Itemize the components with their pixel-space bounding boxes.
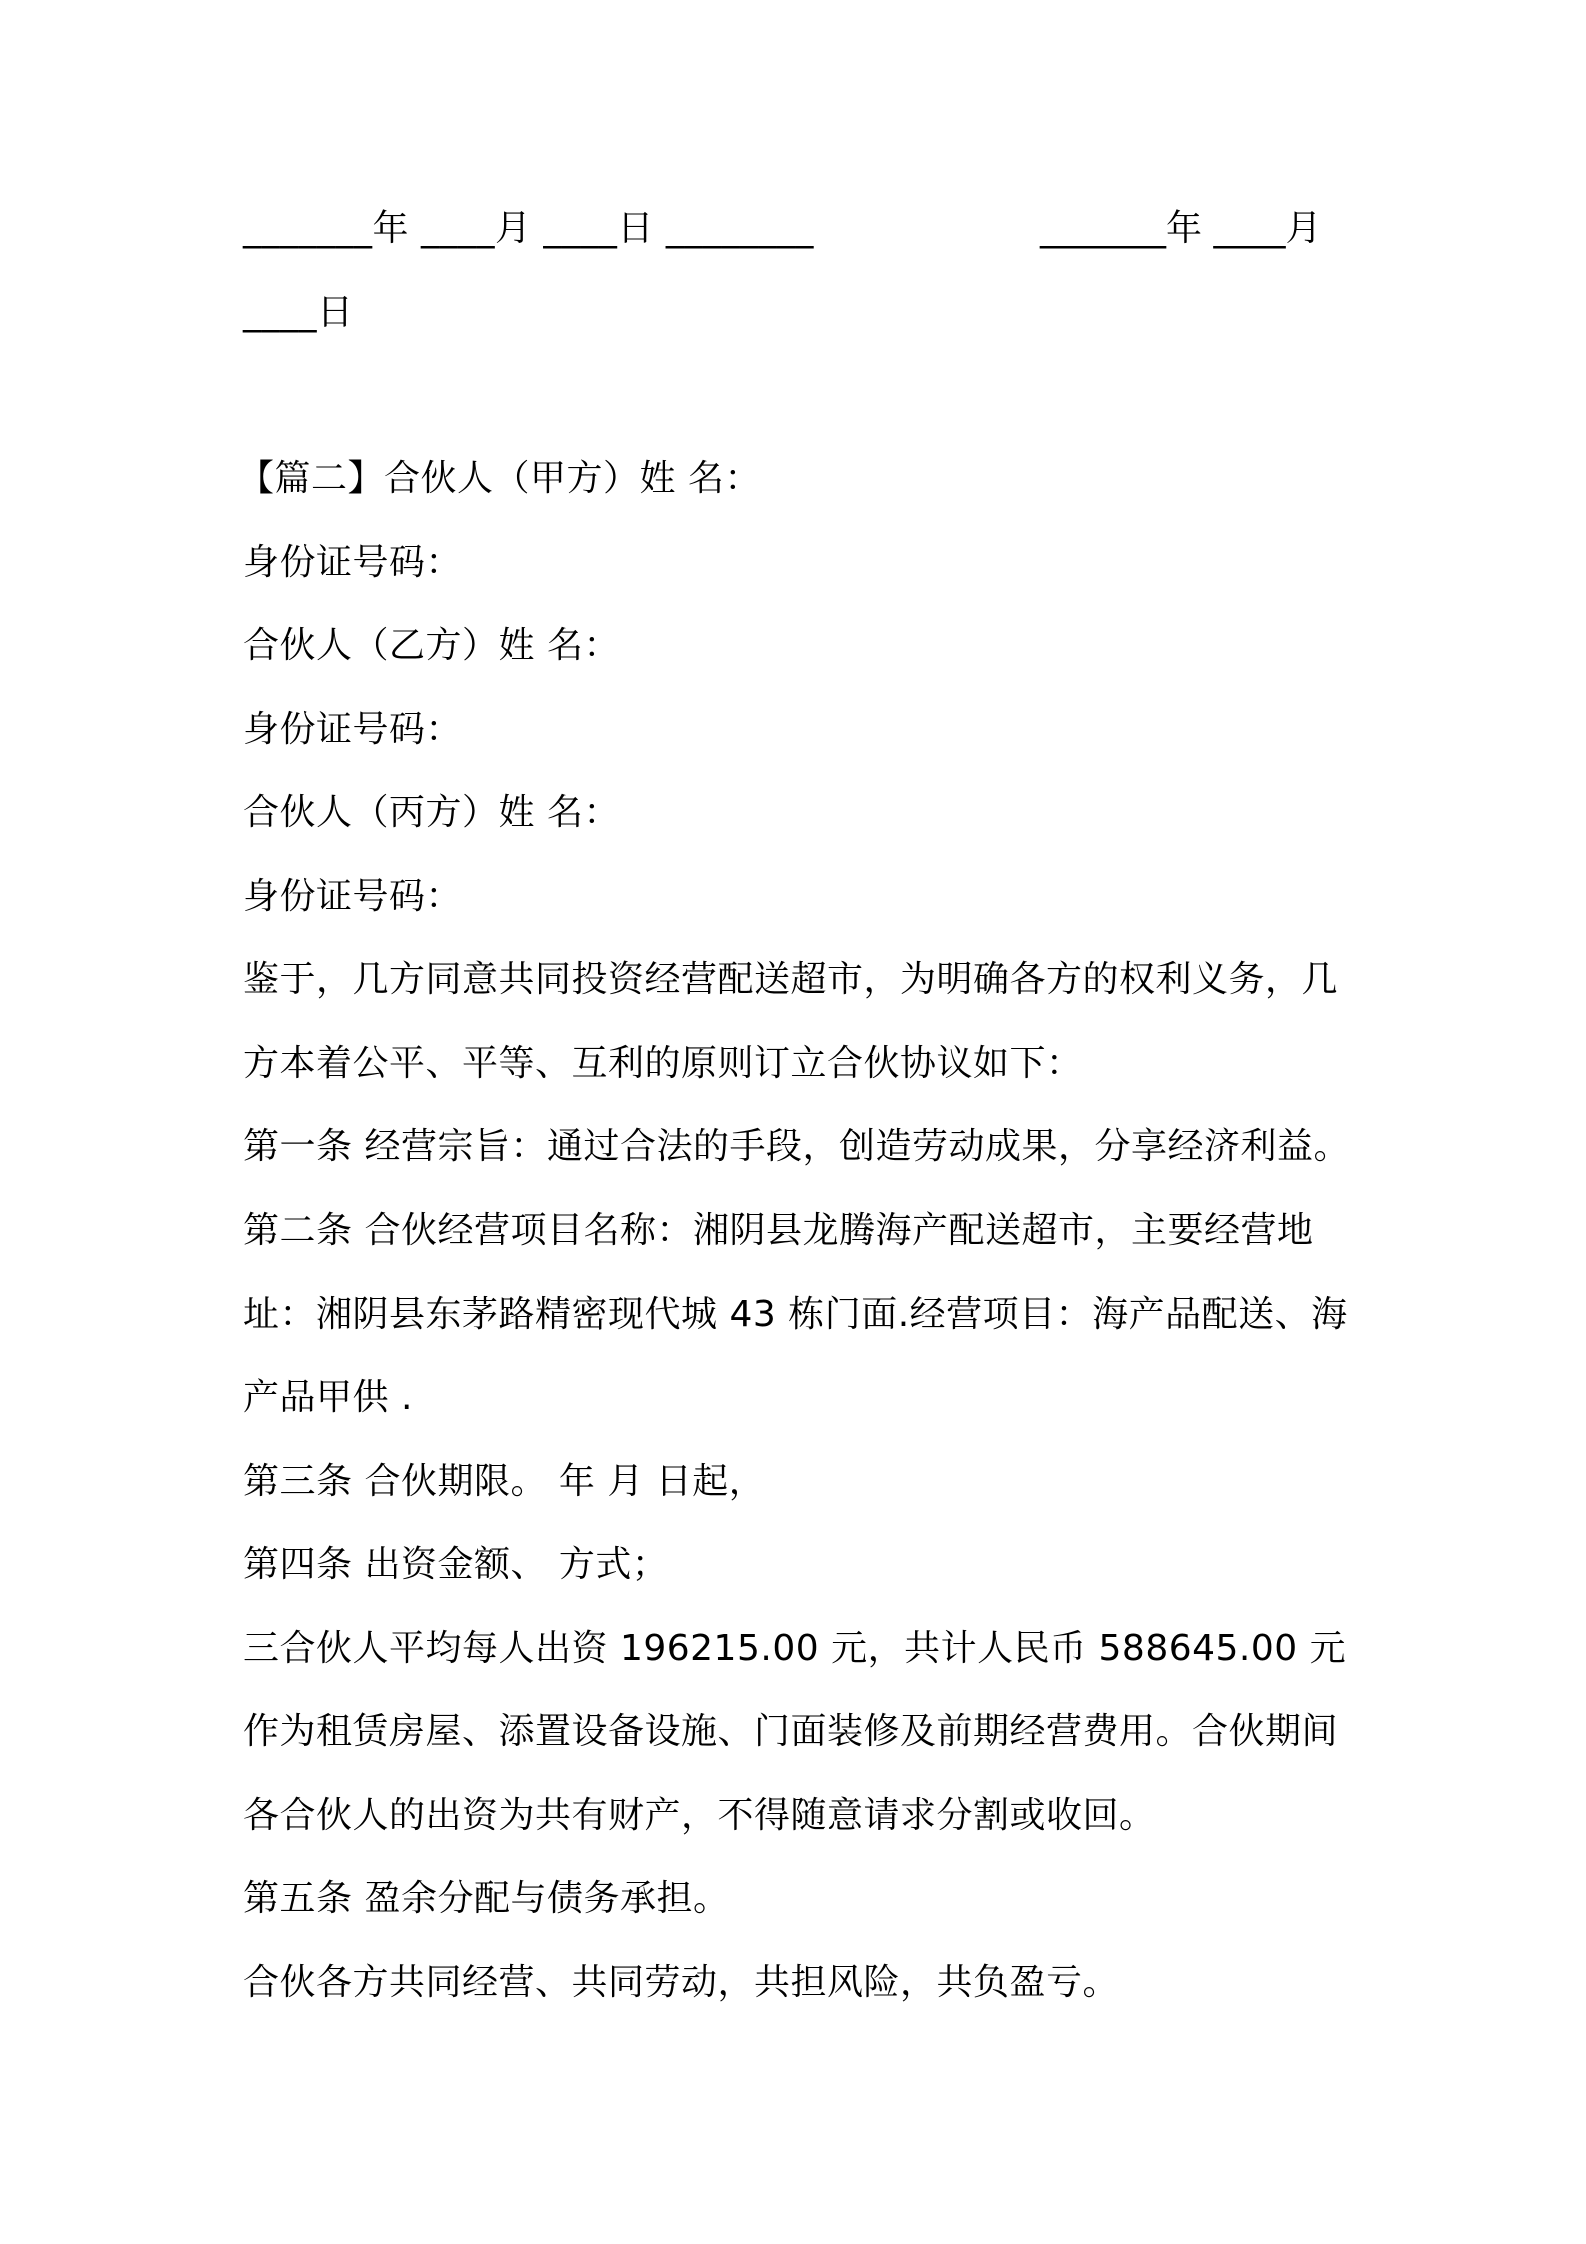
preamble-line-2: 方本着公平、平等、互利的原则订立合伙协议如下：: [243, 1043, 1083, 1084]
article-2-line-1: 第二条 合伙经营项目名称：湘阴县龙腾海产配送超市，主要经营地: [243, 1210, 1314, 1251]
party-c-name-line: 合伙人（丙方）姓 名：: [243, 792, 620, 833]
article-2-line-2: 址：湘阴县东茅路精密现代城 43 栋门面.经营项目：海产品配送、海: [243, 1294, 1348, 1335]
contribution-line-3: 各合伙人的出资为共有财产，不得随意请求分割或收回。: [243, 1795, 1156, 1836]
contribution-line-1: 三合伙人平均每人出资 196215.00 元，共计人民币 588645.00 元: [243, 1628, 1347, 1669]
article-5-body: 合伙各方共同经营、共同劳动，共担风险，共负盈亏。: [243, 1962, 1120, 2003]
party-b-id-line: 身份证号码：: [243, 709, 463, 750]
signature-date-right: _______年 ____月: [1040, 208, 1322, 249]
article-2-line-3: 产品甲供 .: [243, 1377, 413, 1418]
party-b-name-line: 合伙人（乙方）姓 名：: [243, 625, 620, 666]
party-c-id-line: 身份证号码：: [243, 876, 463, 917]
article-1: 第一条 经营宗旨：通过合法的手段，创造劳动成果，分享经济利益。: [243, 1126, 1350, 1167]
party-a-id-line: 身份证号码：: [243, 542, 463, 583]
signature-date-right-day: ____日: [243, 292, 354, 333]
contribution-line-2: 作为租赁房屋、添置设备设施、门面装修及前期经营费用。合伙期间: [243, 1711, 1339, 1752]
section-heading: 【篇二】合伙人（甲方）姓 名：: [238, 458, 761, 499]
preamble-line-1: 鉴于，几方同意共同投资经营配送超市，为明确各方的权利义务，几: [243, 959, 1339, 1000]
article-4: 第四条 出资金额、 方式；: [243, 1544, 669, 1585]
signature-date-left: _______年 ____月 ____日 ________: [243, 208, 814, 249]
article-3: 第三条 合伙期限。 年 月 日起，: [243, 1461, 766, 1502]
article-5: 第五条 盈余分配与债务承担。: [243, 1878, 730, 1919]
